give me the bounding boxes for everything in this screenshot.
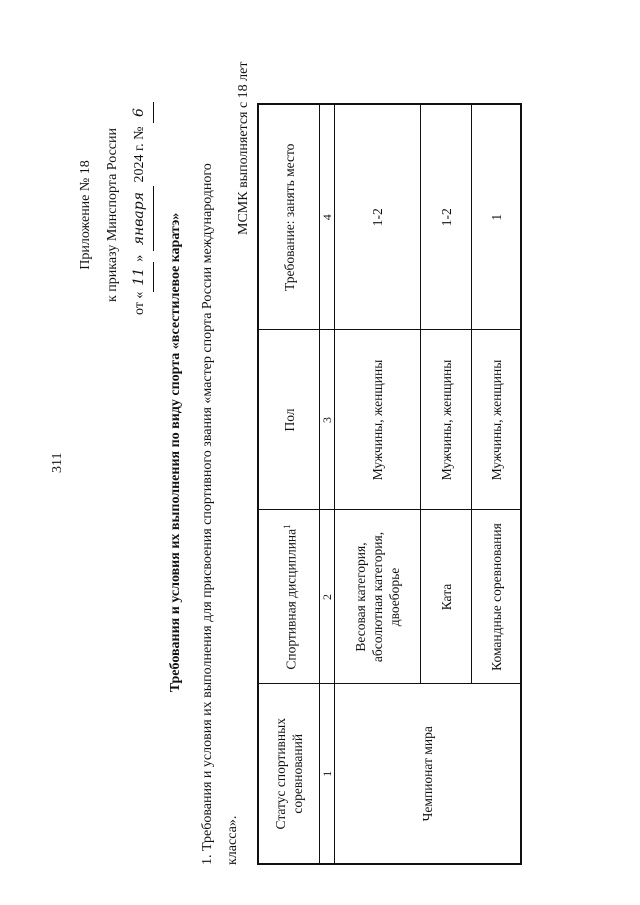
- col-number: 2: [320, 510, 335, 684]
- date-month: января: [126, 186, 154, 251]
- footnote-mark: 1: [281, 524, 292, 529]
- status-cell: Чемпионат мира: [335, 684, 522, 864]
- place-cell: 1-2: [421, 104, 472, 330]
- table-header-row: [258, 104, 320, 864]
- col-number: 3: [320, 330, 335, 510]
- requirements-table: [257, 103, 522, 865]
- date-day: 11: [126, 262, 154, 292]
- column-number-row: [320, 104, 335, 864]
- discipline-cell: Весовая категория, абсолютная категория, двоеборье: [335, 510, 421, 684]
- date-year: 2024 г. №: [132, 126, 147, 183]
- appendix-header: [72, 108, 154, 315]
- header-discipline: Спортивная дисциплина$^1$: [258, 510, 320, 684]
- date-mid: »: [132, 254, 147, 262]
- col-number: 1: [320, 684, 335, 864]
- header-sex: Пол: [258, 330, 320, 510]
- sex-cell: Мужчины, женщины: [335, 330, 421, 510]
- document-title: Требования и условия их выполнения по виду спорта «всестилевое каратэ»: [168, 212, 183, 693]
- requirements-paragraph: 1. Требования и условия их выполнения для присвоения спортивного звания «мастер спорта России международного класса».: [200, 163, 240, 865]
- age-note: МСМК выполняется с 18 лет: [236, 61, 251, 235]
- sex-cell: Мужчины, женщины: [472, 330, 522, 510]
- appendix-order-ref: к приказу Минспорта России: [105, 128, 120, 302]
- header-place: Требование: занять место: [258, 104, 320, 330]
- header-status: Статус спортивных соревнований: [258, 684, 320, 864]
- discipline-cell: Ката: [421, 510, 472, 684]
- table-row: [335, 104, 421, 864]
- discipline-cell: Командные соревнования: [472, 510, 522, 684]
- page-number: 311: [50, 452, 65, 473]
- appendix-date: [126, 108, 154, 315]
- col-number: 4: [320, 104, 335, 330]
- place-cell: 1-2: [335, 104, 421, 330]
- date-prefix: от «: [132, 291, 147, 315]
- sex-cell: Мужчины, женщины: [421, 330, 472, 510]
- appendix-number: Приложение № 18: [78, 160, 93, 270]
- order-number: 6: [126, 102, 154, 123]
- place-cell: 1: [472, 104, 522, 330]
